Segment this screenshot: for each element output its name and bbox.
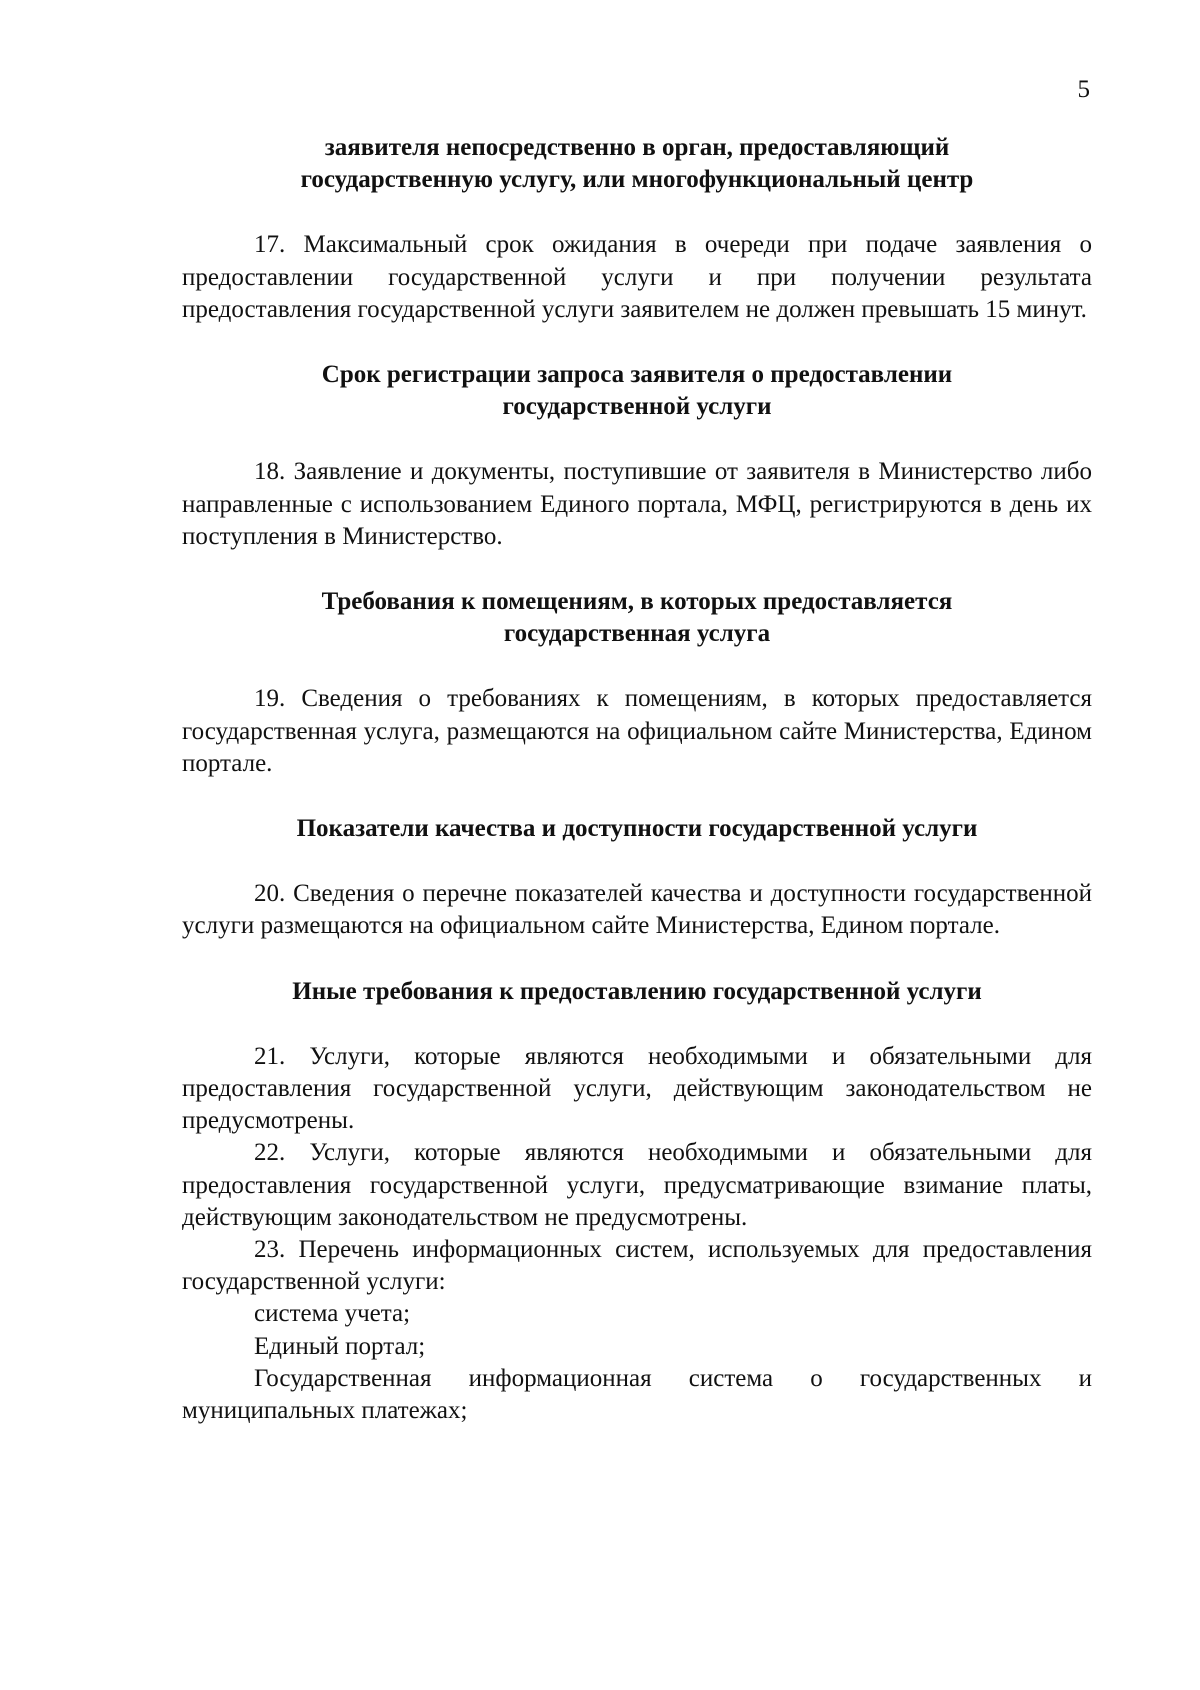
paragraph-17: 17. Максимальный срок ожидания в очереди при подаче заявления о предоставлении государственной услуги и при получении результата предоставления государственной услуги заявителем не должен превышать 15 минут.	[182, 231, 1092, 323]
paragraph-20: 20. Сведения о перечне показателей качества и доступности государственной услуги размещаются на официальном сайте Министерства, Едином портале.	[182, 880, 1092, 940]
document-body	[182, 132, 1092, 1427]
paragraph-19: 19. Сведения о требованиях к помещениям, в которых предоставляется государственная услуга, размещаются на официальном сайте Министерства, Едином портале.	[182, 685, 1092, 777]
heading-line: Показатели качества и доступности государственной услуги	[296, 815, 978, 843]
section-heading	[182, 132, 1092, 196]
section-heading	[182, 976, 1092, 1008]
paragraph-21: 21. Услуги, которые являются необходимыми и обязательными для предоставления государственной услуги, действующим законодательством не предусмотрены.	[182, 1042, 1092, 1135]
heading-line: государственной услуги	[502, 393, 772, 421]
paragraph-22: 22. Услуги, которые являются необходимыми и обязательными для предоставления государственной услуги, предусматривающие взимание платы, действующим законодательством не предусмотрены.	[182, 1139, 1092, 1231]
heading-line: государственная услуга	[503, 620, 771, 648]
heading-line: Срок регистрации запроса заявителя о предоставлении	[321, 361, 953, 389]
heading-line: Требования к помещениям, в которых предоставляется	[321, 588, 953, 616]
heading-line: заявителя непосредственно в орган, предоставляющий	[324, 134, 950, 161]
list-item: Государственная информационная система о государственных и муниципальных платежах;	[182, 1364, 1092, 1425]
heading-line: государственную услугу, или многофункциональный центр	[300, 166, 974, 194]
list-item: Единый портал;	[254, 1332, 426, 1360]
paragraph-18: 18. Заявление и документы, поступившие от заявителя в Министерство либо направленные с использованием Единого портала, МФЦ, регистрируются в день их поступления в Министерство.	[182, 458, 1092, 550]
paragraph-23: 23. Перечень информационных систем, используемых для предоставления государственной услуги:	[182, 1236, 1092, 1296]
page-number: 5	[1077, 76, 1090, 103]
section-heading	[182, 359, 1092, 423]
section-heading	[182, 813, 1092, 845]
section-heading	[182, 586, 1092, 650]
list-item: система учета;	[254, 1300, 411, 1328]
heading-line: Иные требования к предоставлению государственной услуги	[292, 977, 982, 1005]
